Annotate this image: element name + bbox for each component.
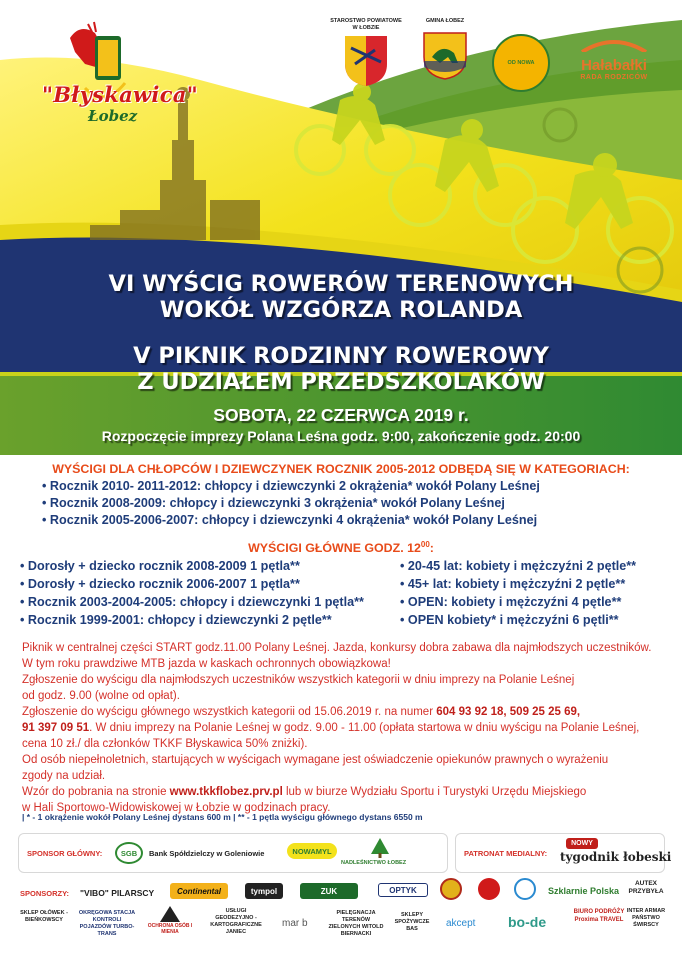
nowamyl-logo: NOWAMYL	[287, 843, 337, 859]
sponsor-akcept: akcept	[446, 918, 476, 929]
main-right-item-3: • OPEN: kobiety i mężczyźni 4 pętle**	[400, 595, 622, 609]
info-line-10: Wzór do pobrania na stronie www.tkkflobez.prv.pl lub w biurze Wydziału Sportu i Turystyki Urzędu Miejskiego	[22, 786, 587, 798]
kids-item-1: • Rocznik 2010- 2011-2012: chłopcy i dziewczynki 2 okrążenia* wokół Polany Leśnej	[42, 479, 540, 493]
sponsor-bode: bo-de	[508, 914, 547, 930]
kids-section-title: WYŚCIGI DLA CHŁOPCÓW I DZIEWCZYNEK ROCZNIK 2005-2012 ODBĘDĄ SIĘ W KATEGORIACH:	[52, 462, 630, 476]
main-sponsor-box	[18, 833, 448, 873]
nowy-badge: NOWY	[566, 838, 598, 849]
main-left-item-4: • Rocznik 1999-2001: chłopcy i dziewczynki 2 pętle**	[20, 613, 332, 627]
halabalki-sub: RADA RODZICÓW	[580, 74, 648, 81]
sponsor-continental: Continental	[170, 883, 228, 899]
sponsor-red-circle-icon	[478, 878, 500, 900]
main-left-item-1: • Dorosły + dziecko rocznik 2008-2009 1 pętla**	[20, 559, 300, 573]
hero-banner	[0, 0, 682, 455]
starostwo-logo: STAROSTWO POWIATOWE W ŁOBZIE	[330, 18, 402, 93]
info-line-2: W tym roku prawdziwe MTB jazda w kaskach ochronnych obowiązkowa!	[22, 658, 391, 670]
media-patron-box	[455, 833, 672, 873]
main-sponsor-label: SPONSOR GŁÓWNY:	[27, 849, 103, 858]
gmina-crest-icon	[422, 27, 468, 81]
halabalki-logo	[576, 38, 652, 81]
main-right-item-2: • 45+ lat: kobiety i mężczyźni 2 pętle**	[400, 577, 626, 591]
kids-item-3: • Rocznik 2005-2006-2007: chłopcy i dziewczynki 4 okrążenia* wokół Polany Leśnej	[42, 513, 538, 527]
main-right-item-1: • 20-45 lat: kobiety i mężczyźni 2 pętle**	[400, 559, 637, 573]
sponsor-biernacki: PIELĘGNACJA TERENÓW ZIELONYCH WITOLD BIERNACKI	[328, 910, 384, 937]
info-line-5: Zgłoszenie do wyścigu głównego wszystkich kategorii od 15.06.2019 r. na numer 604 93 92 18, 509 25 25 69,	[22, 706, 581, 718]
sponsor-olowek: SKLEP OŁÓWEK - BIEŃKOWSCY	[20, 910, 68, 923]
ochrona-logo-icon	[160, 906, 180, 922]
headline-line-2: WOKÓŁ WZGÓRZA ROLANDA	[159, 297, 523, 323]
sponsor-blue-circle-icon	[514, 878, 536, 900]
sponsor-turbo-trans: OKRĘGOWA STACJA KONTROLI POJAZDÓW TURBO-TRANS	[78, 910, 136, 937]
headline-line-3: V PIKNIK RODZINNY ROWEROWY	[133, 343, 549, 369]
club-name: "Błyskawica"	[42, 82, 198, 107]
kids-item-2: • Rocznik 2008-2009: chłopcy i dziewczynki 3 okrążenia* wokół Polany Leśnej	[42, 496, 505, 510]
event-hours: Rozpoczęcie imprezy Polana Leśna godz. 9:00, zakończenie godz. 20:00	[101, 428, 581, 444]
sgb-logo: SGB	[115, 842, 143, 864]
sponsor-marb: mar b	[282, 918, 308, 929]
info-line-9: zgody na udział.	[22, 770, 106, 782]
newspaper-title: tygodnik łobeski	[560, 850, 672, 864]
sponsor-ochrona: OCHRONA OSÓB I MIENIA	[147, 923, 193, 935]
info-line-8: Od osób niepełnoletnich, startujących w wyścigach wymagane jest oświadczenie opiekunów prawnych o wyrażeniu	[22, 754, 609, 766]
centrum-label: OD NOWA	[507, 60, 535, 66]
info-line-6: 91 397 09 51. W dniu imprezy na Polanie Leśnej w godz. 9.00 - 11.00 (opłata startowa w dniu wyścigu na Polanie Leśnej,	[22, 722, 640, 734]
roof-icon	[576, 38, 652, 52]
halabalki-name: Hałabałki	[581, 57, 647, 74]
sponsor-vibo: "VIBO" PILARSCY	[80, 888, 155, 898]
website-link[interactable]: www.tkkflobez.prv.pl	[169, 786, 283, 798]
info-line-4: od godz. 9.00 (wolne od opłat).	[22, 690, 180, 702]
sponsor-badge-icon	[440, 878, 462, 900]
centrum-logo	[488, 34, 554, 92]
main-left-item-3: • Rocznik 2003-2004-2005: chłopcy i dziewczynki 1 pętla**	[20, 595, 364, 609]
sponsor-proxima: BIURO PODRÓŻY Proxima TRAVEL	[573, 909, 625, 923]
club-city: Łobez	[88, 107, 138, 125]
bank-name: Bank Spółdzielczy w Goleniowie	[149, 849, 265, 858]
starostwo-crest-icon	[343, 34, 389, 88]
sponsor-szklarnie: Szklarnie Polska	[548, 886, 620, 896]
info-line-3: Zgłoszenie do wyścigu dla najmłodszych uczestników wszystkich kategorii w dniu imprezy na Polanie Leśnej	[22, 674, 575, 686]
gmina-logo: GMINA ŁOBEZ	[412, 18, 478, 86]
phone-numbers: 604 93 92 18, 509 25 25 69,	[436, 706, 581, 718]
main-right-item-4: • OPEN kobiety* i mężczyźni 6 pętli**	[400, 613, 619, 627]
sponsors-label: SPONSORZY:	[20, 889, 70, 898]
info-line-7: cena 10 zł./ dla członków TKKF Błyskawica 50% zniżki).	[22, 738, 308, 750]
info-line-1: Piknik w centralnej części START godz.11.00 Polany Leśnej. Jazda, konkursy dobra zabawa dla najmłodszych uczestników.	[22, 642, 652, 654]
tree-icon	[369, 838, 391, 858]
media-patron-label: PATRONAT MEDIALNY:	[464, 849, 548, 858]
headline-line-4: Z UDZIAŁEM PRZEDSZKOLAKÓW	[137, 369, 545, 395]
nadlesnictwo-name: NADLEŚNICTWO ŁOBEZ	[341, 860, 407, 866]
sponsor-janiec: USŁUGI GEODEZYJNO -KARTOGRAFICZNE JANIEC	[210, 908, 262, 935]
event-date: SOBOTA, 22 CZERWCA 2019 r.	[213, 405, 469, 425]
sponsor-tympol: tympol	[245, 883, 283, 899]
main-section-title: WYŚCIGI GŁÓWNE GODZ. $12^{00}$:	[248, 540, 434, 556]
sponsor-optyk: OPTYK	[378, 883, 428, 897]
headline-line-1: VI WYŚCIG ROWERÓW TERENOWYCH	[108, 271, 574, 297]
phone-number-landline: 91 397 09 51	[22, 722, 90, 734]
info-line-11: w Hali Sportowo-Widowiskowej w Łobzie w godzinach pracy.	[22, 802, 331, 814]
distance-footnote: | * - 1 okrążenie wokół Polany Leśnej dystans 600 m | ** - 1 pętla wyścigu głównego dystans 6550 m	[22, 812, 423, 822]
sponsor-bas: SKLEPY SPOŻYWCZE BAS	[394, 912, 430, 932]
sponsor-inter-armar: INTER ARMAR PAŃSTWO ŚWIRSCY	[626, 908, 666, 928]
main-left-item-2: • Dorosły + dziecko rocznik 2006-2007 1 pętla**	[20, 577, 300, 591]
sponsor-autex: AUTEX PRZYBYŁA	[628, 880, 664, 895]
sponsor-zuk: ZUK	[300, 883, 358, 899]
